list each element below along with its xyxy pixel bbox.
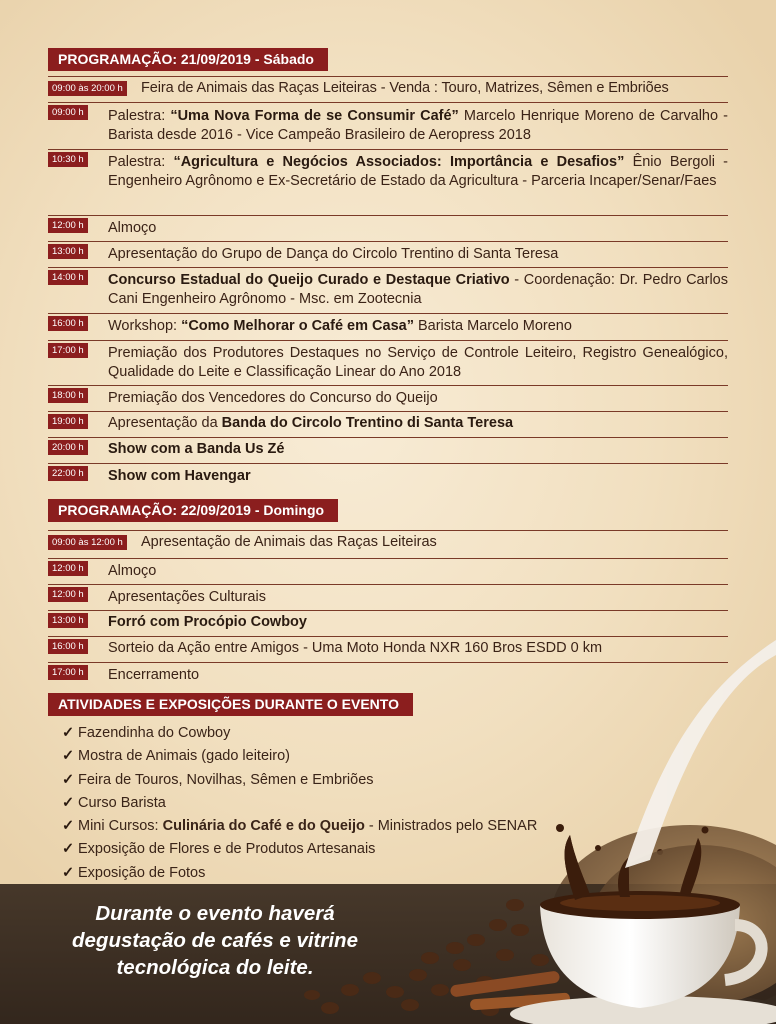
checkmark-icon: ✓ xyxy=(62,818,75,835)
schedule-text: Show com a Banda Us Zé xyxy=(108,441,285,457)
schedule-row xyxy=(48,463,728,491)
closing-line: degustação de cafés e vitrine xyxy=(72,929,358,952)
schedule-row xyxy=(48,610,728,636)
checkmark-icon: ✓ xyxy=(62,864,75,881)
schedule-text: Palestra: “Uma Nova Forma de se Consumir Café” Marcelo Henrique Moreno de Carvalho - Barista desde 2016 - Vice Campeão Brasileiro de Aeropress 2018 xyxy=(108,108,728,143)
schedule-text: Almoço xyxy=(108,563,157,579)
row-divider xyxy=(48,411,728,412)
schedule-row xyxy=(48,215,728,241)
schedule-row xyxy=(48,584,728,610)
time-badge: 14:00 h xyxy=(48,270,88,285)
schedule-row xyxy=(48,530,728,558)
schedule-row xyxy=(48,411,728,437)
list-item: ✓ Mostra de Animais (gado leiteiro) xyxy=(62,745,537,768)
time-badge: 17:00 h xyxy=(48,343,88,358)
row-divider xyxy=(48,149,728,150)
schedule-row xyxy=(48,385,728,411)
time-badge: 20:00 h xyxy=(48,440,88,455)
schedule-text: Forró com Procópio Cowboy xyxy=(108,614,307,630)
schedule-row xyxy=(48,558,728,584)
schedule-text: Workshop: “Como Melhorar o Café em Casa” Barista Marcelo Moreno xyxy=(108,318,572,334)
schedule-row xyxy=(48,102,728,149)
activities-list xyxy=(62,722,537,885)
time-badge: 12:00 h xyxy=(48,561,88,576)
time-badge: 12:00 h xyxy=(48,218,88,233)
activities-header: ATIVIDADES E EXPOSIÇÕES DURANTE O EVENTO xyxy=(48,693,413,716)
row-divider xyxy=(48,215,728,216)
time-badge: 10:30 h xyxy=(48,152,88,167)
schedule-text: Palestra: “Agricultura e Negócios Associados: Importância e Desafios” Ênio Bergoli - Engenheiro Agrônomo e Ex-Secretário de Estado da Agricultura - Parceria Incaper/Senar/Faes xyxy=(108,154,729,189)
time-badge: 13:00 h xyxy=(48,613,88,628)
schedule-row xyxy=(48,662,728,688)
row-divider xyxy=(48,437,728,438)
time-badge: 09:00 às 20:00 h xyxy=(48,81,127,96)
schedule-row xyxy=(48,340,728,385)
row-divider xyxy=(48,76,728,77)
list-item: ✓ Feira de Touros, Novilhas, Sêmen e Embriões xyxy=(62,769,537,792)
row-divider xyxy=(48,584,728,585)
row-divider xyxy=(48,610,728,611)
schedule-text: Sorteio da Ação entre Amigos - Uma Moto Honda NXR 160 Bros ESDD 0 km xyxy=(108,640,603,656)
schedule-row xyxy=(48,267,728,313)
checkmark-icon: ✓ xyxy=(62,841,75,858)
time-badge: 09:00 h xyxy=(48,105,88,120)
schedule-row xyxy=(48,313,728,340)
time-badge: 09:00 às 12:00 h xyxy=(48,535,127,550)
row-divider xyxy=(48,340,728,341)
schedule-text: Apresentações Culturais xyxy=(108,589,266,605)
schedule-row xyxy=(48,636,728,662)
schedule-text: Premiação dos Produtores Destaques no Serviço de Controle Leiteiro, Registro Genealógico, Qualidade do Leite e Classificação Linear do Ano 2018 xyxy=(108,345,728,380)
time-badge: 12:00 h xyxy=(48,587,88,602)
row-divider xyxy=(48,313,728,314)
time-badge: 16:00 h xyxy=(48,316,88,331)
schedule-row xyxy=(48,241,728,267)
schedule-row xyxy=(48,149,728,214)
closing-line: tecnológica do leite. xyxy=(116,956,314,979)
schedule-text: Concurso Estadual do Queijo Curado e Destaque Criativo - Coordenação: Dr. Pedro Carlos Cani Engenheiro Agrônomo - Msc. em Zootecnia xyxy=(108,272,728,307)
schedule-text: Encerramento xyxy=(108,667,200,683)
schedule-text: Apresentação de Animais das Raças Leiteiras xyxy=(141,534,437,550)
checkmark-icon: ✓ xyxy=(62,748,75,765)
time-badge: 13:00 h xyxy=(48,244,88,259)
row-divider xyxy=(48,241,728,242)
checkmark-icon: ✓ xyxy=(62,771,75,788)
time-badge: 19:00 h xyxy=(48,414,88,429)
schedule-row xyxy=(48,437,728,463)
row-divider xyxy=(48,558,728,559)
closing-line: Durante o evento haverá xyxy=(95,902,335,925)
schedule-text: Show com Havengar xyxy=(108,468,251,484)
time-badge: 18:00 h xyxy=(48,388,88,403)
schedule-text: Almoço xyxy=(108,220,157,236)
row-divider xyxy=(48,267,728,268)
time-badge: 16:00 h xyxy=(48,639,88,654)
row-divider xyxy=(48,463,728,464)
list-item: ✓ Mini Cursos: Culinária do Café e do Queijo - Ministrados pelo SENAR xyxy=(62,815,537,838)
schedule-text: Feira de Animais das Raças Leiteiras - Venda : Touro, Matrizes, Sêmen e Embriões xyxy=(141,80,669,96)
checkmark-icon: ✓ xyxy=(62,794,75,811)
day1-header: PROGRAMAÇÃO: 21/09/2019 - Sábado xyxy=(48,48,328,71)
list-item: ✓ Exposição de Fotos xyxy=(62,862,537,885)
row-divider xyxy=(48,530,728,531)
checkmark-icon: ✓ xyxy=(62,725,75,741)
closing-message xyxy=(30,900,400,981)
row-divider xyxy=(48,102,728,103)
schedule-text: Premiação dos Vencedores do Concurso do Queijo xyxy=(108,390,438,406)
time-badge: 17:00 h xyxy=(48,665,88,680)
schedule-text: Apresentação do Grupo de Dança do Circolo Trentino di Santa Teresa xyxy=(108,246,559,262)
time-badge: 22:00 h xyxy=(48,466,88,481)
row-divider xyxy=(48,636,728,637)
row-divider xyxy=(48,385,728,386)
schedule-text: Apresentação da Banda do Circolo Trentino di Santa Teresa xyxy=(108,415,514,431)
day2-header: PROGRAMAÇÃO: 22/09/2019 - Domingo xyxy=(48,499,338,522)
list-item: ✓ Curso Barista xyxy=(62,792,537,815)
list-item: ✓ Exposição de Flores e de Produtos Artesanais xyxy=(62,838,537,861)
schedule-row xyxy=(48,76,728,102)
row-divider xyxy=(48,662,728,663)
list-item: ✓ Fazendinha do Cowboy xyxy=(62,722,537,745)
